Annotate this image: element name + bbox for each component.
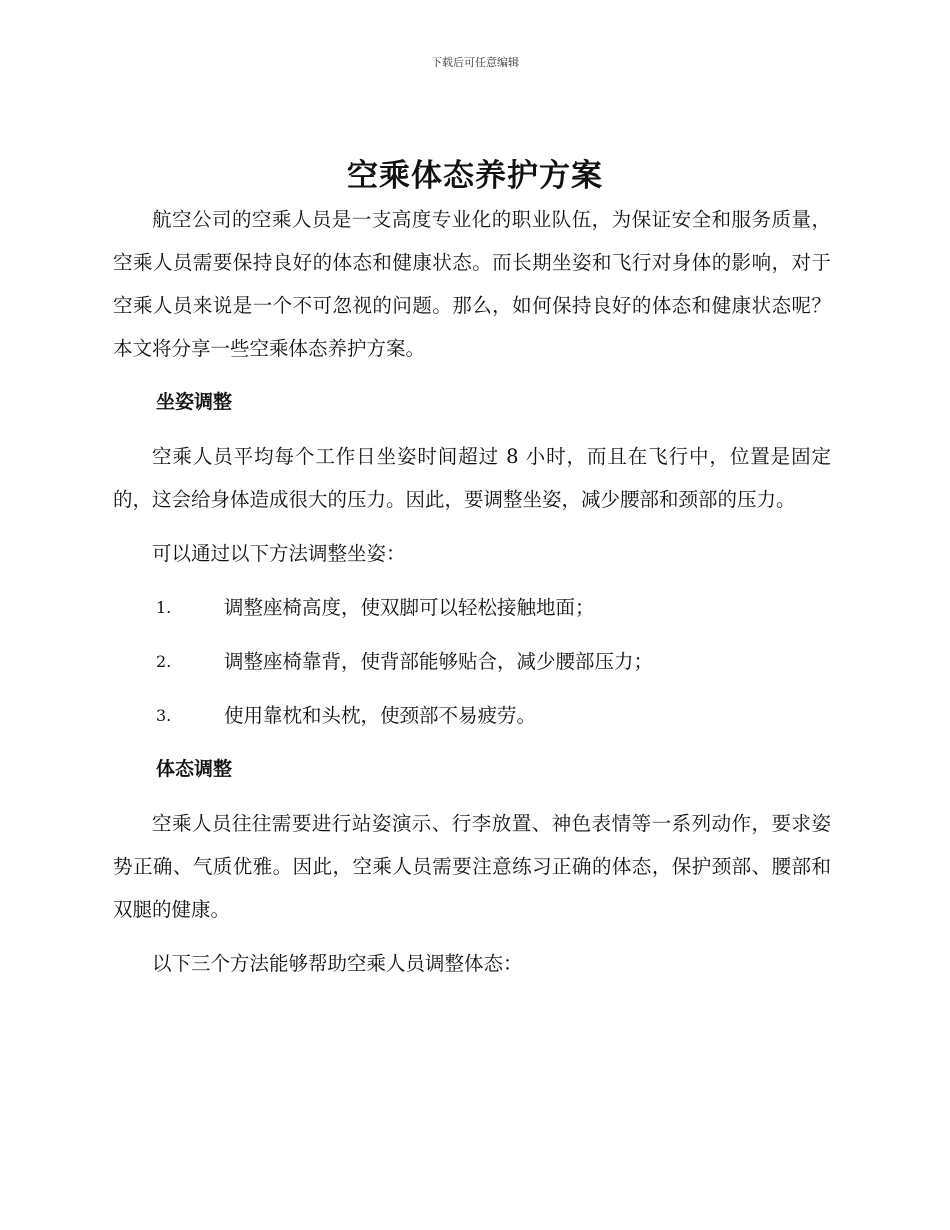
document-body: [113, 198, 831, 985]
list-item-number: 3.: [156, 706, 172, 725]
sitting-list-intro: 可以通过以下方法调整坐姿：: [152, 542, 406, 565]
list-item: [113, 586, 831, 629]
list-item-number: 1.: [156, 598, 172, 617]
document-title: 空乘体态养护方案: [347, 158, 603, 194]
list-item: [113, 640, 831, 683]
header-note: 下载后可任意编辑: [431, 56, 519, 69]
list-item-number: 2.: [156, 652, 172, 671]
intro-paragraph: 航空公司的空乘人员是一支高度专业化的职业队伍，为保证安全和服务质量，空乘人员需要保持良好的体态和健康状态。而长期坐姿和飞行对身体的影响，对于空乘人员来说是一个不可忽视的问题。那么，如何保持良好的体态和健康状态呢？本文将分享一些空乘体态养护方案。: [113, 208, 831, 360]
section-heading-posture: 体态调整: [156, 758, 233, 780]
sitting-paragraph: 空乘人员平均每个工作日坐姿时间超过 8 小时，而且在飞行中，位置是固定的，这会给身体造成很大的压力。因此，要调整坐姿，减少腰部和颈部的压力。: [113, 445, 831, 511]
posture-paragraph: 空乘人员往往需要进行站姿演示、行李放置、神色表情等一系列动作，要求姿势正确、气质优雅。因此，空乘人员需要注意练习正确的体态，保护颈部、腰部和双腿的健康。: [113, 812, 831, 921]
list-item-text: 使用靠枕和头枕，使颈部不易疲劳。: [224, 704, 537, 727]
sitting-method-list: [113, 586, 831, 737]
list-item-text: 调整座椅靠背，使背部能够贴合，减少腰部压力；: [224, 650, 654, 673]
posture-list-intro: 以下三个方法能够帮助空乘人员调整体态：: [152, 952, 523, 975]
section-heading-sitting: 坐姿调整: [156, 391, 233, 413]
list-item-text: 调整座椅高度，使双脚可以轻松接触地面；: [224, 596, 595, 619]
list-item: [113, 694, 831, 737]
